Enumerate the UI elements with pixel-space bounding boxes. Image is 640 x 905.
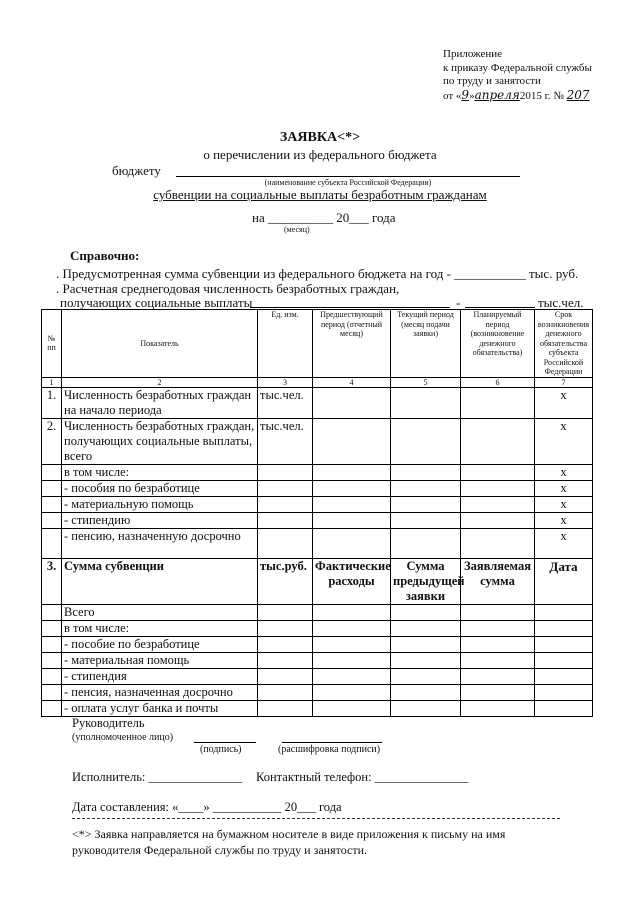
table-cell[interactable]: [391, 700, 461, 716]
row-label: - материальная помощь: [62, 652, 258, 668]
table-cell[interactable]: [461, 668, 535, 684]
table-cell[interactable]: [461, 387, 535, 418]
reference-line-3a: получающих социальные выплаты: [60, 295, 253, 310]
table-header-row: [42, 310, 593, 378]
table-cell[interactable]: [258, 528, 313, 558]
col-indicator-header: Показатель: [62, 310, 258, 378]
table-cell[interactable]: [313, 700, 391, 716]
row-number: 1.: [42, 387, 62, 418]
table-row: [42, 480, 593, 496]
table-cell[interactable]: [313, 684, 391, 700]
appendix-line-2: к приказу Федеральной службы: [443, 61, 592, 74]
row-unit: тыс.руб.: [258, 558, 313, 604]
column-numbers-row: [42, 377, 593, 387]
table-cell: [42, 668, 62, 684]
row-label: Всего: [62, 604, 258, 620]
table-cell[interactable]: [391, 652, 461, 668]
col-number: 4: [313, 377, 391, 387]
table-row: [42, 668, 593, 684]
table-cell[interactable]: [313, 620, 391, 636]
col-number: 1: [42, 377, 62, 387]
row-label: - пенсию, назначенную досрочно: [62, 528, 258, 558]
reference-line-3-field-2[interactable]: [465, 307, 535, 308]
table-cell[interactable]: [461, 684, 535, 700]
table-cell[interactable]: [313, 496, 391, 512]
date-prefix: от «: [443, 89, 462, 102]
table-cell[interactable]: [258, 684, 313, 700]
table-cell[interactable]: [391, 418, 461, 464]
table-row: [42, 418, 593, 464]
table-cell[interactable]: [258, 700, 313, 716]
table-cell[interactable]: [461, 604, 535, 620]
table-cell: [42, 528, 62, 558]
col-current-header: Текущий период (месяц подачи заявки): [391, 310, 461, 378]
table-cell[interactable]: [391, 620, 461, 636]
table-cell[interactable]: [391, 512, 461, 528]
table-cell[interactable]: [535, 668, 593, 684]
decode-field[interactable]: [282, 742, 382, 743]
row-label: - стипендию: [62, 512, 258, 528]
reference-line-3b: -: [456, 295, 461, 310]
row-unit: тыс.чел.: [258, 387, 313, 418]
row-label: - пенсия, назначенная досрочно: [62, 684, 258, 700]
col-number: 3: [258, 377, 313, 387]
appendix-date: [443, 89, 592, 104]
appendix-line-1: Приложение: [443, 48, 503, 60]
document-subtitle: о перечислении из федерального бюджета: [203, 147, 437, 162]
signature-field[interactable]: [194, 742, 256, 743]
table-cell[interactable]: [461, 620, 535, 636]
subvention-title: субвенции на социальные выплаты безработным гражданам: [153, 187, 487, 202]
requested-amount-header: Заявляемая сумма: [461, 558, 535, 604]
table-cell: [42, 700, 62, 716]
row-label: Численность безработных граждан, получающих социальные выплаты, всего: [62, 418, 258, 464]
decode-caption: (расшифровка подписи): [278, 744, 381, 755]
table-row: [42, 684, 593, 700]
table-cell[interactable]: [461, 418, 535, 464]
table-cell[interactable]: [461, 652, 535, 668]
table-cell[interactable]: [391, 464, 461, 480]
table-cell[interactable]: [313, 464, 391, 480]
col-number: 5: [391, 377, 461, 387]
row-label: в том числе:: [62, 464, 258, 480]
table-cell: [42, 496, 62, 512]
table-cell[interactable]: [391, 528, 461, 558]
table-cell: [42, 636, 62, 652]
row-mark: х: [535, 496, 593, 512]
row-label: Численность безработных граждан на начало периода: [62, 387, 258, 418]
table-cell[interactable]: [391, 604, 461, 620]
row-mark: х: [535, 528, 593, 558]
authorized-label: (уполномоченное лицо): [72, 732, 174, 743]
table-row: [42, 512, 593, 528]
date-mid: »: [469, 89, 475, 102]
appendix-line-3: по труду и занятости: [443, 75, 541, 87]
table-cell[interactable]: [258, 636, 313, 652]
table-row: [42, 496, 593, 512]
budget-field[interactable]: [176, 176, 520, 177]
row-number: 2.: [42, 418, 62, 464]
table-cell[interactable]: [313, 604, 391, 620]
row-label: Сумма субвенции: [62, 558, 258, 604]
row-unit: тыс.чел.: [258, 418, 313, 464]
table-cell[interactable]: [535, 652, 593, 668]
signature-caption: (подпись): [200, 744, 242, 755]
table-row: [42, 604, 593, 620]
table-cell[interactable]: [391, 480, 461, 496]
table-cell[interactable]: [258, 496, 313, 512]
col-unit-header: Ед. изм.: [258, 310, 313, 378]
col-deadline-header: Срок возникновения денежного обязательства субъекта Российской Федерации: [535, 310, 593, 378]
table-cell[interactable]: [535, 636, 593, 652]
table-cell[interactable]: [461, 496, 535, 512]
row-mark: х: [535, 512, 593, 528]
period-field[interactable]: на __________ 20___ года: [252, 210, 396, 225]
col-number: 6: [461, 377, 535, 387]
table-cell[interactable]: [258, 604, 313, 620]
table-row: [42, 464, 593, 480]
col-planned-header: Планируемый период (возникновение денежного обязательства): [461, 310, 535, 378]
row-label: - оплата услуг банка и почты: [62, 700, 258, 716]
table-row: [42, 636, 593, 652]
table-row: [42, 528, 593, 558]
date-month: апреля: [474, 87, 520, 102]
table-row: [42, 700, 593, 716]
table-cell[interactable]: [313, 652, 391, 668]
table-cell[interactable]: [313, 512, 391, 528]
table-cell[interactable]: [391, 387, 461, 418]
table-cell[interactable]: [535, 620, 593, 636]
table-cell[interactable]: [391, 496, 461, 512]
row-mark: х: [535, 480, 593, 496]
table-cell[interactable]: [461, 480, 535, 496]
table-cell[interactable]: [461, 636, 535, 652]
table-cell[interactable]: [258, 620, 313, 636]
reference-line-2: . Расчетная среднегодовая численность безработных граждан,: [56, 281, 400, 296]
table-cell[interactable]: [391, 684, 461, 700]
table-cell[interactable]: [461, 528, 535, 558]
table-cell: [42, 480, 62, 496]
table-cell[interactable]: [313, 636, 391, 652]
head-label: Руководитель: [72, 716, 145, 730]
table-cell[interactable]: [535, 684, 593, 700]
table-cell[interactable]: [313, 528, 391, 558]
date-year: 2015 г. №: [519, 89, 564, 102]
table-cell[interactable]: [461, 512, 535, 528]
table-cell: [42, 512, 62, 528]
row-mark: х: [535, 418, 593, 464]
date-header: Дата: [535, 558, 593, 604]
reference-line-3-field[interactable]: [250, 307, 450, 308]
table-row: [42, 620, 593, 636]
row-label: - материальную помощь: [62, 496, 258, 512]
table-cell: [42, 620, 62, 636]
table-cell[interactable]: [313, 668, 391, 684]
table-cell[interactable]: [258, 668, 313, 684]
phone-field[interactable]: Контактный телефон: _______________: [256, 770, 469, 784]
table-cell[interactable]: [535, 700, 593, 716]
table-cell: [42, 464, 62, 480]
date-field[interactable]: Дата составления: «____» ___________ 20___ года: [72, 800, 342, 814]
row-mark: х: [535, 464, 593, 480]
table-cell[interactable]: [535, 604, 593, 620]
col-num-header: № пп: [42, 310, 62, 378]
table-cell[interactable]: [391, 668, 461, 684]
period-caption: (месяц): [284, 225, 310, 234]
table-cell[interactable]: [391, 636, 461, 652]
document-title: ЗАЯВКА<*>: [279, 130, 361, 145]
budget-caption: (наименование субъекта Российской Федерации): [264, 178, 432, 187]
table-cell[interactable]: [313, 418, 391, 464]
row-label: - стипендия: [62, 668, 258, 684]
footnote-divider: [72, 818, 560, 819]
order-number: 207: [566, 87, 590, 102]
col-number: 7: [535, 377, 593, 387]
table-row: [42, 652, 593, 668]
executor-field[interactable]: Исполнитель: _______________: [72, 770, 243, 784]
table-cell: [42, 604, 62, 620]
table-row: [42, 558, 593, 604]
table-cell[interactable]: [461, 700, 535, 716]
row-mark: х: [535, 387, 593, 418]
col-previous-header: Предшествующий период (отчетный месяц): [313, 310, 391, 378]
appendix-block: [443, 48, 592, 103]
table-cell[interactable]: [461, 464, 535, 480]
budget-label: бюджету: [112, 163, 161, 178]
row-number: 3.: [42, 558, 62, 604]
table-cell[interactable]: [313, 387, 391, 418]
actual-expenses-header: Фактические расходы: [313, 558, 391, 604]
table-row: [42, 387, 593, 418]
reference-line-3c: тыс.чел.: [538, 295, 584, 310]
reference-line-1: . Предусмотренная сумма субвенции из федерального бюджета на год - ___________ тыс. руб.: [56, 266, 579, 281]
table-cell: [42, 684, 62, 700]
date-day: 9: [461, 87, 470, 102]
row-label: - пособия по безработице: [62, 480, 258, 496]
table-cell[interactable]: [313, 480, 391, 496]
row-label: в том числе:: [62, 620, 258, 636]
table-cell[interactable]: [258, 512, 313, 528]
table-cell[interactable]: [258, 652, 313, 668]
col-number: 2: [62, 377, 258, 387]
row-label: - пособие по безработице: [62, 636, 258, 652]
footnote: <*> Заявка направляется на бумажном носителе в виде приложения к письму на имя руководителя Федеральной службы по труду и занятости.: [72, 827, 506, 857]
table-cell: [42, 652, 62, 668]
request-table: [41, 309, 593, 717]
reference-heading: Справочно:: [70, 248, 140, 263]
previous-request-header: Сумма предыдущей заявки: [391, 558, 461, 604]
table-cell[interactable]: [258, 480, 313, 496]
table-cell[interactable]: [258, 464, 313, 480]
